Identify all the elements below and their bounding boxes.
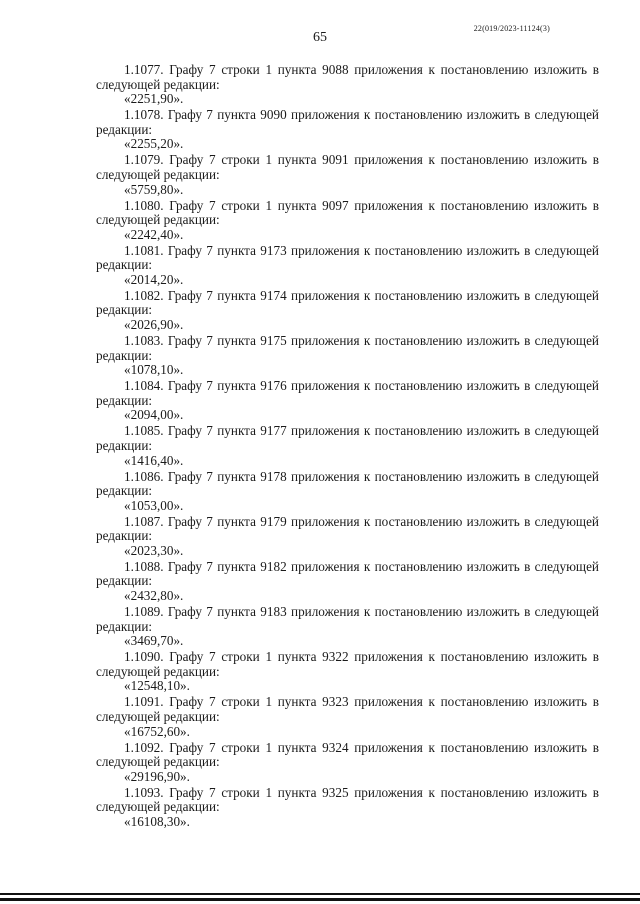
amendment-value: «2255,20».: [124, 136, 184, 152]
page-number: 65: [313, 30, 327, 45]
amendment-item: [96, 470, 599, 514]
amendment-value: «3469,70».: [124, 633, 184, 649]
document-id: 22(019/2023-11124(3): [473, 24, 550, 33]
amendment-instruction: 1.1079. Графу 7 строки 1 пункта 9091 приложения к постановлению изложить в следующей редакции:: [96, 152, 599, 182]
amendment-instruction: 1.1083. Графу 7 пункта 9175 приложения к постановлению изложить в следующей редакции:: [96, 333, 599, 363]
amendment-instruction: 1.1093. Графу 7 строки 1 пункта 9325 приложения к постановлению изложить в следующей редакции:: [96, 784, 599, 815]
amendment-item: [96, 334, 599, 378]
amendment-instruction: 1.1092. Графу 7 строки 1 пункта 9324 приложения к постановлению изложить в следующей редакции:: [96, 739, 599, 770]
amendment-value: «2251,90».: [124, 91, 184, 107]
amendment-value: «2094,00».: [124, 407, 184, 423]
amendment-item: [96, 560, 599, 604]
amendment-instruction: 1.1077. Графу 7 строки 1 пункта 9088 приложения к постановлению изложить в следующей редакции:: [96, 62, 599, 92]
amendment-instruction: 1.1088. Графу 7 пункта 9182 приложения к постановлению изложить в следующей редакции:: [96, 558, 599, 589]
amendment-value: «1416,40».: [124, 452, 184, 468]
amendment-instruction: 1.1087. Графу 7 пункта 9179 приложения к постановлению изложить в следующей редакции:: [96, 513, 599, 544]
amendment-instruction: 1.1086. Графу 7 пункта 9178 приложения к постановлению изложить в следующей редакции:: [96, 468, 599, 499]
amendment-item: [96, 695, 599, 739]
amendment-item: [96, 515, 599, 559]
amendment-value: «2242,40».: [124, 226, 184, 242]
amendment-value: «2432,80».: [124, 588, 184, 604]
amendment-value: «16108,30».: [124, 813, 190, 829]
scan-edge-line: [0, 893, 640, 895]
amendment-value: «12548,10».: [124, 678, 190, 694]
amendment-value: «2023,30».: [124, 542, 184, 558]
amendment-value: «29196,90».: [124, 768, 190, 784]
amendment-item: [96, 379, 599, 423]
amendment-instruction: 1.1090. Графу 7 строки 1 пункта 9322 приложения к постановлению изложить в следующей редакции:: [96, 649, 599, 679]
amendment-item: [96, 289, 599, 333]
amendment-instruction: 1.1081. Графу 7 пункта 9173 приложения к постановлению изложить в следующей редакции:: [96, 242, 599, 273]
amendment-instruction: 1.1085. Графу 7 пункта 9177 приложения к постановлению изложить в следующей редакции:: [96, 423, 599, 453]
amendment-item: [96, 605, 599, 649]
amendment-value: «5759,80».: [124, 181, 184, 197]
amendment-value: «1078,10».: [124, 362, 184, 378]
amendment-item: [96, 424, 599, 468]
amendment-instruction: 1.1080. Графу 7 строки 1 пункта 9097 приложения к постановлению изложить в следующей редакции:: [96, 197, 599, 228]
amendment-item: [96, 741, 599, 785]
amendment-value: «2026,90».: [124, 317, 184, 333]
amendment-value: «2014,20».: [124, 271, 184, 287]
amendment-instruction: 1.1084. Графу 7 пункта 9176 приложения к постановлению изложить в следующей редакции:: [96, 378, 599, 408]
amendment-instruction: 1.1091. Графу 7 строки 1 пункта 9323 приложения к постановлению изложить в следующей редакции:: [96, 694, 599, 724]
amendment-item: [96, 199, 599, 243]
amendment-item: [96, 650, 599, 694]
amendment-item: [96, 153, 599, 197]
document-body: [96, 63, 599, 831]
amendment-value: «16752,60».: [124, 723, 190, 739]
amendment-instruction: 1.1089. Графу 7 пункта 9183 приложения к постановлению изложить в следующей редакции:: [96, 604, 599, 634]
amendment-instruction: 1.1078. Графу 7 пункта 9090 приложения к постановлению изложить в следующей редакции:: [96, 107, 599, 137]
amendment-item: [96, 786, 599, 830]
amendment-item: [96, 108, 599, 152]
scan-edge-line: [0, 898, 640, 901]
amendment-value: «1053,00».: [124, 497, 184, 513]
amendment-instruction: 1.1082. Графу 7 пункта 9174 приложения к постановлению изложить в следующей редакции:: [96, 287, 599, 318]
amendment-item: [96, 63, 599, 107]
amendment-item: [96, 244, 599, 288]
